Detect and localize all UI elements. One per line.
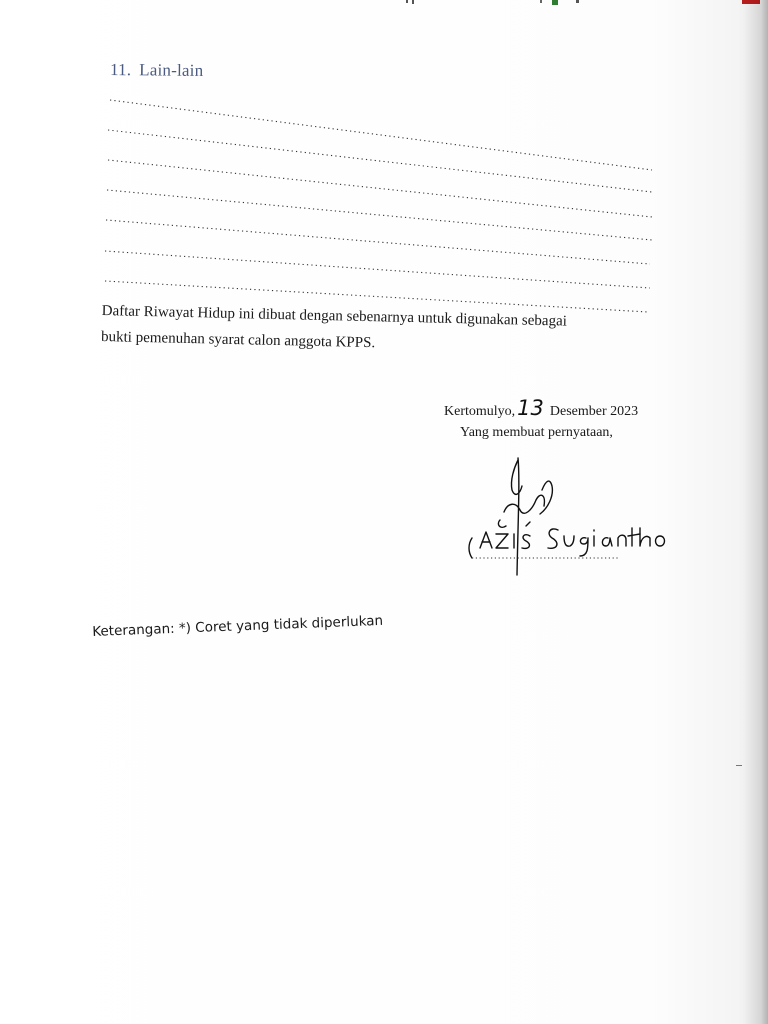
dotted-line — [106, 220, 650, 264]
date-place: Kertomulyo, — [444, 404, 516, 419]
handwritten-signature — [460, 450, 670, 580]
statement-line-2: bukti pemenuhan syarat calon anggota KPPS. — [100, 328, 376, 352]
maker-label: Yang membuat pernyataan, — [460, 425, 613, 440]
dotted-line — [108, 160, 652, 217]
dotted-line — [110, 100, 652, 170]
statement-line-1: Daftar Riwayat Hidup ini dibuat dengan sebenarnya untuk digunakan sebagai — [101, 302, 568, 330]
section-number: 11. — [109, 60, 132, 80]
dotted-line — [105, 251, 650, 288]
dotted-line — [107, 190, 652, 240]
date-month-year: Desember 2023 — [549, 404, 639, 419]
margin-mark — [736, 765, 742, 766]
section-title: Lain-lain — [139, 60, 204, 80]
page-edge-shadow — [744, 0, 768, 1024]
dotted-fill-lines — [0, 0, 768, 330]
date-line — [444, 396, 638, 420]
note-text: Keterangan: *) Coret yang tidak diperlukan — [92, 612, 384, 640]
date-day-handwritten: 13 — [517, 396, 544, 420]
dotted-line — [108, 130, 652, 192]
